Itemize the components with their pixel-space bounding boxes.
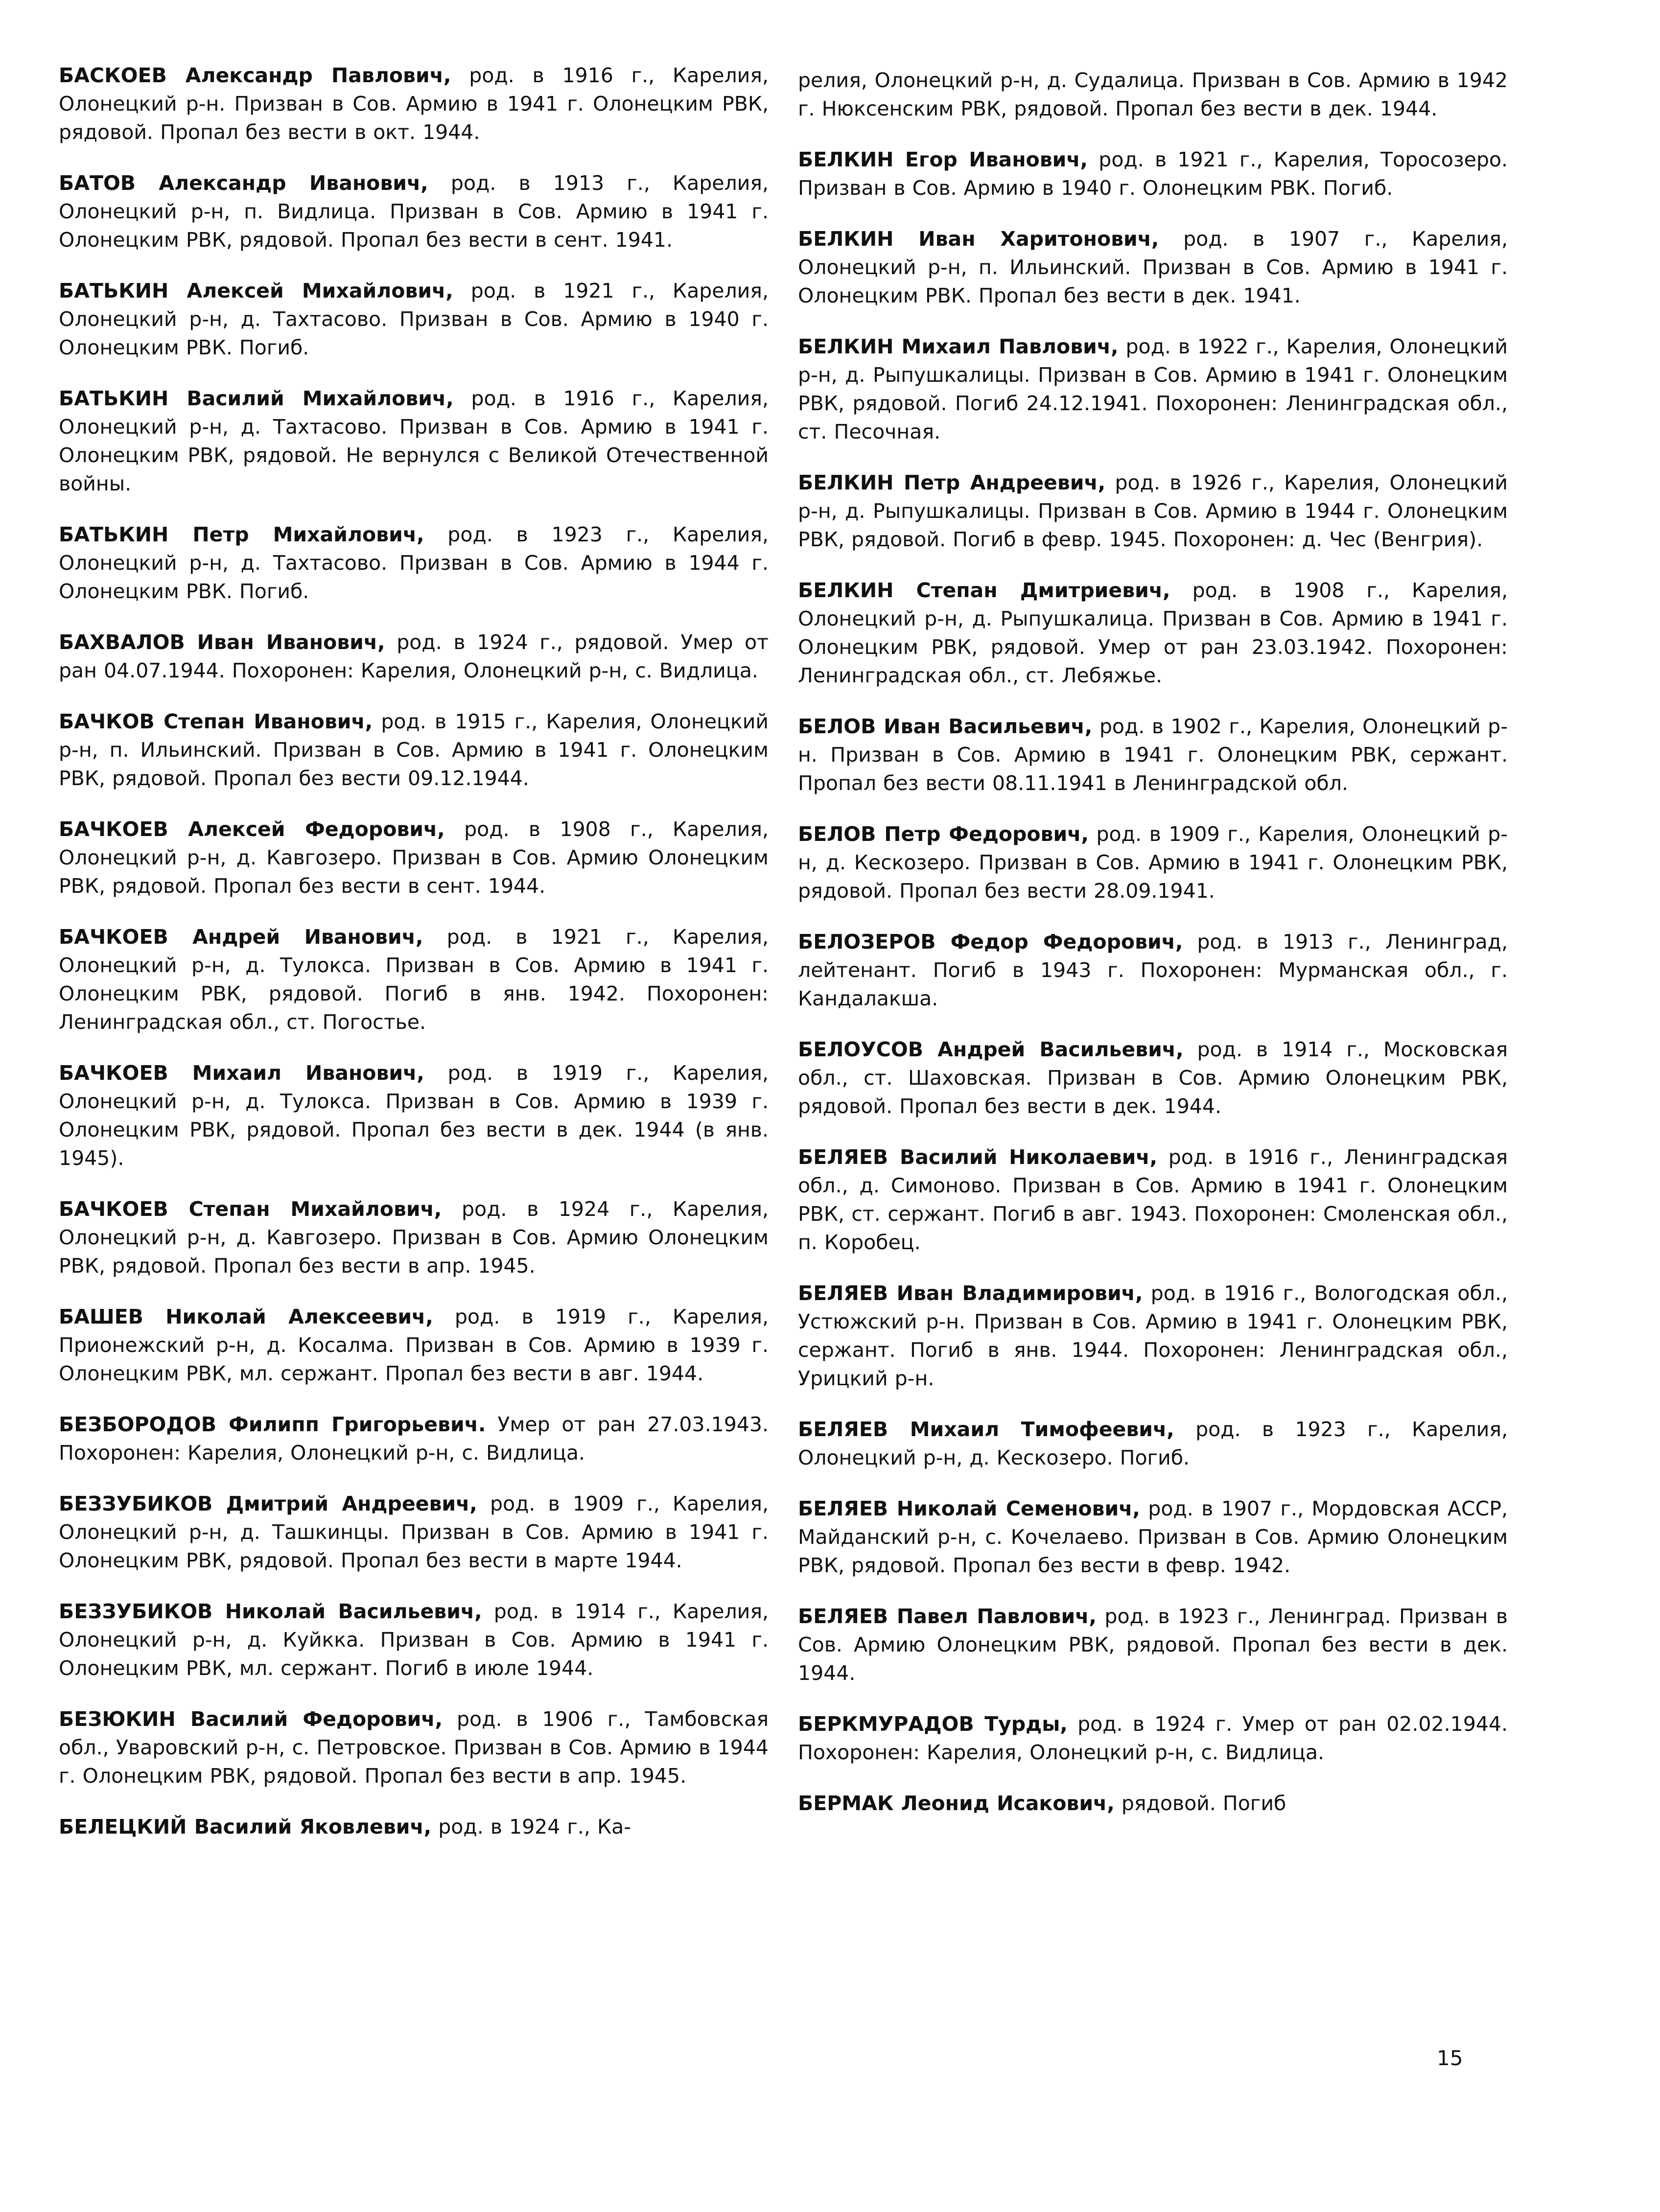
register-entry <box>798 332 1508 446</box>
entry-text: род. в 1909 г., Карелия, Олонецкий р-н, д. Кескозеро. Призван в Сов. Армию в 1941 г. Олонецким РВК, рядовой. Пропал без вести 28.09.1941. <box>798 822 1508 903</box>
entry-name: БЕЛОВ Петр Федорович, <box>798 822 1089 846</box>
register-entry <box>59 1059 769 1172</box>
entry-text: род. в 1916 г., Карелия, Олонецкий р-н. Призван в Сов. Армию в 1941 г. Олонецким РВК, рядовой. Пропал без вести в окт. 1944. <box>59 64 769 144</box>
register-entry <box>59 520 769 605</box>
entry-name: БАЧКОЕВ Степан Михайлович, <box>59 1197 442 1221</box>
entry-text: род. в 1907 г., Карелия, Олонецкий р-н, п. Ильинский. Призван в Сов. Армию в 1941 г. Олонецким РВК. Пропал без вести в дек. 1941. <box>798 227 1508 307</box>
entry-text: род. в 1924 г. Умер от ран 02.02.1944. Похоронен: Карелия, Олонецкий р-н, с. Видлица. <box>798 1712 1508 1764</box>
entry-name: БАТЬКИН Василий Михайлович, <box>59 387 454 410</box>
entry-name: БЕЛЯЕВ Николай Семенович, <box>798 1497 1140 1520</box>
entry-name: БАЧКОВ Степан Иванович, <box>59 710 373 733</box>
register-entry <box>798 1143 1508 1257</box>
register-entry <box>798 820 1508 905</box>
register-entry <box>798 1789 1508 1817</box>
register-entry <box>59 707 769 792</box>
entry-name: БАШЕВ Николай Алексеевич, <box>59 1305 433 1328</box>
entry-name: БЕЗЮКИН Василий Федорович, <box>59 1707 443 1731</box>
entry-name: БАТЬКИН Алексей Михайлович, <box>59 279 453 303</box>
entry-name: БЕЛКИН Михаил Павлович, <box>798 335 1119 358</box>
register-entry <box>798 928 1508 1013</box>
register-entry <box>59 1597 769 1682</box>
entry-text: род. в 1916 г., Ленинградская обл., д. Симоново. Призван в Сов. Армию в 1941 г. Олонецким РВК, ст. сержант. Погиб в авг. 1943. Похоронен: Смоленская обл., п. Коробец. <box>798 1145 1508 1254</box>
entry-text: род. в 1919 г., Карелия, Олонецкий р-н, д. Тулокса. Призван в Сов. Армию в 1939 г. Олонецким РВК, рядовой. Пропал без вести в дек. 1944 (в янв. 1945). <box>59 1061 769 1170</box>
entry-text: рядовой. Погиб <box>1114 1792 1286 1815</box>
entry-name: БЕРКМУРАДОВ Турды, <box>798 1712 1068 1736</box>
entry-name: БЕЛКИН Егор Иванович, <box>798 148 1088 171</box>
entry-text: Умер от ран 27.03.1943. Похоронен: Карелия, Олонецкий р-н, с. Видлица. <box>59 1413 769 1465</box>
entry-name: БАТОВ Александр Иванович, <box>59 171 428 195</box>
entry-name: БЕЛОВ Иван Васильевич, <box>798 715 1093 738</box>
entry-text: род. в 1924 г., Карелия, Олонецкий р-н, д. Кавгозеро. Призван в Сов. Армию Олонецким РВК, рядовой. Пропал без вести в апр. 1945. <box>59 1197 769 1278</box>
entry-name: БЕЛКИН Иван Харитонович, <box>798 227 1159 251</box>
entry-name: БАЧКОЕВ Алексей Федорович, <box>59 817 445 841</box>
register-entry <box>798 1602 1508 1687</box>
entry-text: род. в 1923 г., Карелия, Олонецкий р-н, д. Тахтасово. Призван в Сов. Армию в 1944 г. Олонецким РВК. Погиб. <box>59 523 769 603</box>
entry-text: род. в 1914 г., Московская обл., ст. Шаховская. Призван в Сов. Армию Олонецким РВК, рядовой. Пропал без вести в дек. 1944. <box>798 1038 1508 1118</box>
entry-text: род. в 1913 г., Карелия, Олонецкий р-н, п. Видлица. Призван в Сов. Армию в 1941 г. Олонецким РВК, рядовой. Пропал без вести в сент. 1941. <box>59 171 769 252</box>
entry-name: БЕЗБОРОДОВ Филипп Григорьевич. <box>59 1413 486 1436</box>
register-entry <box>59 61 769 146</box>
entry-text: род. в 1923 г., Ленинград. Призван в Сов. Армию Олонецким РВК, рядовой. Пропал без вести в дек. 1944. <box>798 1605 1508 1685</box>
entry-text: род. в 1908 г., Карелия, Олонецкий р-н, д. Рыпушкалица. Призван в Сов. Армию в 1941 г. Олонецким РВК, рядовой. Умер от ран 23.03.1942. Похоронен: Ленинградская обл., ст. Лебяжье. <box>798 579 1508 687</box>
entry-name: БЕЗЗУБИКОВ Николай Васильевич, <box>59 1600 482 1623</box>
register-entry <box>59 1410 769 1467</box>
register-entry <box>59 1195 769 1280</box>
entry-name: БАТЬКИН Петр Михайлович, <box>59 523 424 546</box>
entry-text: род. в 1924 г., Ка- <box>431 1815 631 1839</box>
entry-name: БЕЛЯЕВ Михаил Тимофеевич, <box>798 1418 1174 1441</box>
page-number: 15 <box>1437 2046 1463 2070</box>
register-entry <box>798 1279 1508 1393</box>
register-entry <box>798 468 1508 554</box>
register-entry <box>798 712 1508 797</box>
entry-text: род. в 1907 г., Мордовская АССР, Майданский р-н, с. Кочелаево. Призван в Сов. Армию Олонецким РВК, рядовой. Пропал без вести в февр. 1942. <box>798 1497 1508 1577</box>
entry-text: род. в 1924 г., рядовой. Умер от ран 04.07.1944. Похоронен: Карелия, Олонецкий р-н, с. Видлица. <box>59 630 769 682</box>
entry-text: род. в 1915 г., Карелия, Олонецкий р-н, п. Ильинский. Призван в Сов. Армию в 1941 г. Олонецким РВК, рядовой. Пропал без вести 09.12.1944. <box>59 710 769 790</box>
register-entry <box>798 225 1508 310</box>
entry-name: БЕЛОЗЕРОВ Федор Федорович, <box>798 930 1183 954</box>
register-entry <box>59 628 769 685</box>
entry-name: БЕЗЗУБИКОВ Дмитрий Андреевич, <box>59 1492 477 1515</box>
register-entry <box>798 145 1508 202</box>
register-entry <box>798 1494 1508 1580</box>
entry-text: род. в 1926 г., Карелия, Олонецкий р-н, д. Рыпушкалицы. Призван в Сов. Армию в 1944 г. Олонецким РВК, рядовой. Погиб в февр. 1945. Похоронен: д. Чес (Венгрия). <box>798 471 1508 551</box>
register-entry <box>59 1813 769 1841</box>
register-entry <box>798 1415 1508 1472</box>
entry-name: БЕЛЯЕВ Иван Владимирович, <box>798 1281 1143 1305</box>
register-entry <box>59 169 769 254</box>
entry-name: БАХВАЛОВ Иван Иванович, <box>59 630 385 654</box>
entry-name: БЕЛЯЕВ Василий Николаевич, <box>798 1145 1158 1169</box>
register-entry <box>798 1710 1508 1767</box>
entry-name: БЕЛЯЕВ Павел Павлович, <box>798 1605 1097 1628</box>
entry-name: БЕЛЕЦКИЙ Василий Яковлевич, <box>59 1815 432 1839</box>
register-entry <box>59 1303 769 1388</box>
entry-text: релия, Олонецкий р-н, д. Судалица. Призван в Сов. Армию в 1942 г. Нюксенским РВК, рядовой. Пропал без вести в дек. 1944. <box>798 69 1508 120</box>
register-entry <box>59 277 769 362</box>
entry-text: род. в 1916 г., Вологодская обл., Устюжский р-н. Призван в Сов. Армию в 1941 г. Олонецким РВК, сержант. Погиб в янв. 1944. Похоронен: Ленинградская обл., Урицкий р-н. <box>798 1281 1508 1390</box>
entry-text: род. в 1913 г., Ленинград, лейтенант. Погиб в 1943 г. Похоронен: Мурманская обл., г. Кандалакша. <box>798 930 1508 1010</box>
entry-name: БЕЛКИН Степан Дмитриевич, <box>798 579 1170 602</box>
register-entry <box>59 1705 769 1790</box>
entry-text: род. в 1923 г., Карелия, Олонецкий р-н, д. Кескозеро. Погиб. <box>798 1418 1508 1469</box>
register-entry <box>798 576 1508 690</box>
entry-text: род. в 1921 г., Карелия, Олонецкий р-н, д. Тулокса. Призван в Сов. Армию в 1941 г. Олонецким РВК, рядовой. Погиб в янв. 1942. Похоронен: Ленинградская обл., ст. Погостье. <box>59 925 769 1034</box>
entry-name: БАЧКОЕВ Михаил Иванович, <box>59 1061 424 1085</box>
register-entry <box>59 815 769 900</box>
register-entry <box>59 384 769 498</box>
entry-text: род. в 1909 г., Карелия, Олонецкий р-н, д. Ташкинцы. Призван в Сов. Армию в 1941 г. Олонецким РВК, рядовой. Пропал без вести в марте 1944. <box>59 1492 769 1572</box>
entry-name: БАЧКОЕВ Андрей Иванович, <box>59 925 423 949</box>
entry-name: БЕРМАК Леонид Исакович, <box>798 1792 1115 1815</box>
entry-text: род. в 1922 г., Карелия, Олонецкий р-н, д. Рыпушкалицы. Призван в Сов. Армию в 1941 г. Олонецким РВК, рядовой. Погиб 24.12.1941. Похоронен: Ленинградская обл., ст. Песочная. <box>798 335 1508 443</box>
entry-text: род. в 1919 г., Карелия, Прионежский р-н, д. Косалма. Призван в Сов. Армию в 1939 г. Олонецким РВК, мл. сержант. Пропал без вести в авг. 1944. <box>59 1305 769 1385</box>
right-column <box>798 66 1508 1840</box>
entry-name: БЕЛКИН Петр Андреевич, <box>798 471 1106 494</box>
register-entry <box>59 923 769 1036</box>
entry-text: род. в 1921 г., Карелия, Торосозеро. Призван в Сов. Армию в 1940 г. Олонецким РВК. Погиб. <box>798 148 1508 200</box>
entry-name: БЕЛОУСОВ Андрей Васильевич, <box>798 1038 1184 1061</box>
register-entry <box>798 1035 1508 1120</box>
entry-name: БАСКОЕВ Александр Павлович, <box>59 64 451 87</box>
left-column <box>59 61 769 1863</box>
register-entry <box>59 1490 769 1575</box>
entry-text: род. в 1902 г., Карелия, Олонецкий р-н. Призван в Сов. Армию в 1941 г. Олонецким РВК, сержант. Пропал без вести 08.11.1941 в Ленинградской обл. <box>798 715 1508 795</box>
register-entry <box>798 66 1508 123</box>
entry-text: род. в 1906 г., Тамбовская обл., Уваровский р-н, с. Петровское. Призван в Сов. Армию в 1944 г. Олонецким РВК, рядовой. Пропал без вести в апр. 1945. <box>59 1707 769 1788</box>
entry-text: род. в 1916 г., Карелия, Олонецкий р-н, д. Тахтасово. Призван в Сов. Армию в 1941 г. Олонецким РВК, рядовой. Не вернулся с Великой Отечественной войны. <box>59 387 769 495</box>
entry-text: род. в 1908 г., Карелия, Олонецкий р-н, д. Кавгозеро. Призван в Сов. Армию Олонецким РВК, рядовой. Пропал без вести в сент. 1944. <box>59 817 769 898</box>
entry-text: род. в 1914 г., Карелия, Олонецкий р-н, д. Куйкка. Призван в Сов. Армию в 1941 г. Олонецким РВК, мл. сержант. Погиб в июле 1944. <box>59 1600 769 1680</box>
entry-text: род. в 1921 г., Карелия, Олонецкий р-н, д. Тахтасово. Призван в Сов. Армию в 1940 г. Олонецким РВК. Погиб. <box>59 279 769 359</box>
